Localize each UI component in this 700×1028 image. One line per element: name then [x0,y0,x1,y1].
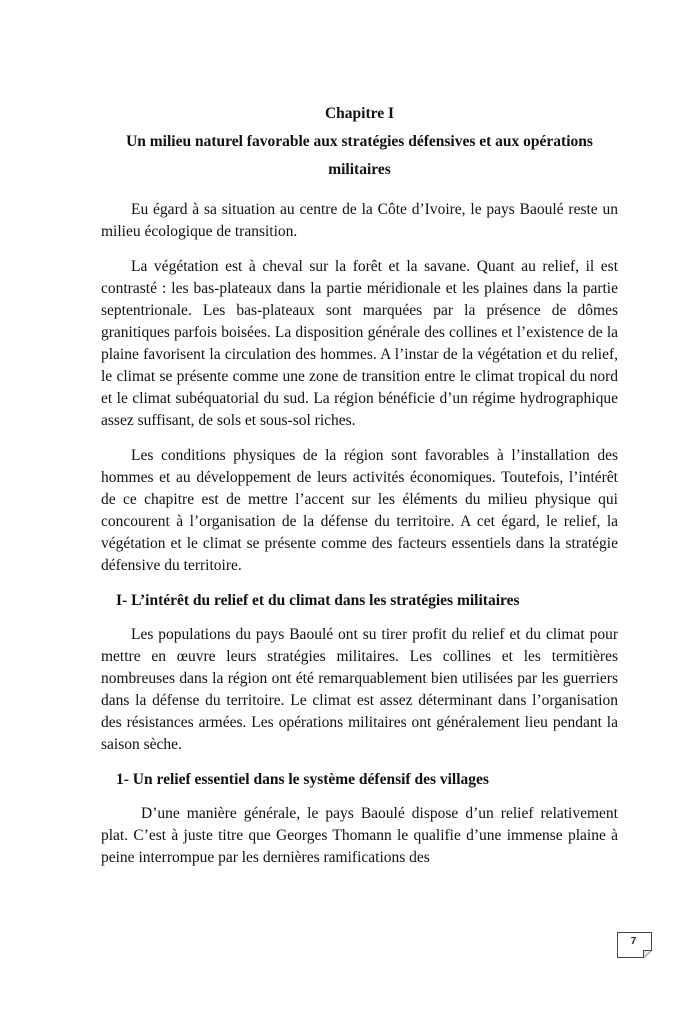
subsection-heading: 1- Un relief essentiel dans le système défensif des villages [116,771,489,788]
chapter-title: Un milieu naturel favorable aux stratégies défensives et aux opérations militaires [126,133,593,178]
body-paragraph: Les conditions physiques de la région sont favorables à l’installation des hommes et au développement de leurs activités économiques. Toutefois, l’intérêt de ce chapitre est de mettre l’accent sur les éléments du milieu physique qui concourent à l’organisation de la défense du territoire. A cet égard, le relief, la végétation et le climat se présente comme des facteurs essentiels dans la stratégie défensive du territoire. [101,447,618,574]
body-paragraph: La végétation est à cheval sur la forêt et la savane. Quant au relief, il est contrasté : les bas-plateaux dans la partie méridionale et les plaines dans la partie septentrionale. Les bas-plateaux sont marquées par la présence de dômes granitiques parfois boisées. La disposition générale des collines et l’existence de la plaine favorisent la circulation des hommes. A l’instar de la végétation et du relief, le climat se présente comme une zone de transition entre le climat tropical du nord et le climat subéquatorial du sud. La région bénéficie d’un régime hydrographique assez suffisant, de sols et sous-sol riches. [101,258,618,429]
page-number-badge [617,932,652,958]
page-number: 7 [630,936,637,947]
subsection-paragraph: D’une manière générale, le pays Baoulé dispose d’un relief relativement plat. C’est à juste titre que Georges Thomann le qualifie d’une immense plaine à peine interrompue par les dernières ramifications des [101,805,618,866]
intro-paragraph: Eu égard à sa situation au centre de la Côte d’Ivoire, le pays Baoulé reste un milieu écologique de transition. [101,201,618,240]
chapter-label: Chapitre I [324,105,395,122]
document-page [101,100,618,882]
section-paragraph: Les populations du pays Baoulé ont su tirer profit du relief et du climat pour mettre en œuvre leurs stratégies militaires. Les collines et les termitières nombreuses dans la région ont été remarquablement bien utilisées par les guerriers dans la défense du territoire. Le climat est assez déterminant dans l’organisation des résistances armées. Les opérations militaires ont généralement lieu pendant la saison sèche. [101,626,618,753]
section-heading: I- L’intérêt du relief et du climat dans les stratégies militaires [116,592,520,609]
